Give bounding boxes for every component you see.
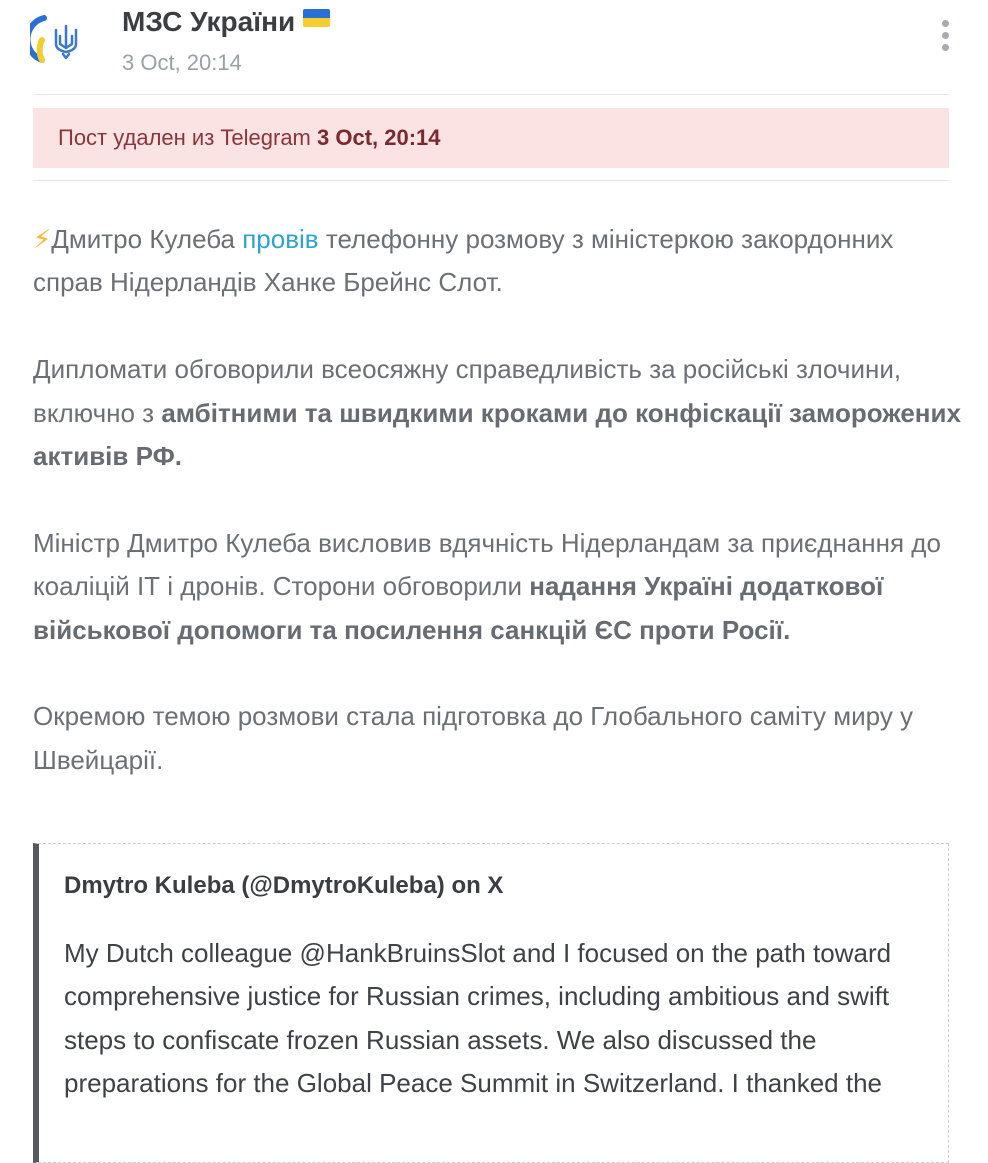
post-link[interactable]: провів xyxy=(242,224,319,254)
post-header xyxy=(0,0,988,95)
deleted-notice-date: 3 Oct, 20:14 xyxy=(317,125,441,150)
post-date: 3 Oct, 20:14 xyxy=(122,50,242,75)
paragraph-4: Окремою темою розмови стала підготовка до Глобального саміту миру у Швейцарії. xyxy=(33,701,914,775)
channel-avatar[interactable] xyxy=(30,14,82,64)
deleted-notice xyxy=(33,108,949,168)
lightning-emoji: ⚡ xyxy=(33,224,52,254)
trident-logo xyxy=(30,14,82,64)
embed-text: My Dutch colleague @HankBruinsSlot and I focused on the path toward comprehensive justice for Russian crimes, including ambitious and swift steps to confiscate frozen Russian assets. We also discussed the preparations for the Global Peace Summit in Switzerland. I thanked the xyxy=(64,938,892,1099)
paragraph-2: Дипломати обговорили всеосяжну справедливість за російські злочини, включно з амбітними та швидкими кроками до конфіскації заморожених активів РФ. xyxy=(33,354,961,472)
divider xyxy=(33,180,949,181)
divider xyxy=(33,94,949,95)
embed-title[interactable]: Dmytro Kuleba (@DmytroKuleba) on X xyxy=(64,872,504,899)
ukraine-flag-icon xyxy=(303,9,330,27)
post-body xyxy=(33,218,963,826)
paragraph-3: Міністр Дмитро Кулеба висловив вдячність Нідерландам за приєднання до коаліцій ІТ і дронів. Сторони обговорили надання Україні додаткової військової допомоги та посилення санкцій ЄС проти Росії. xyxy=(33,527,941,645)
deleted-notice-text: Пост удален из Telegram xyxy=(58,125,311,150)
channel-name-text: МЗС України xyxy=(122,6,296,37)
embedded-tweet[interactable] xyxy=(33,843,949,1163)
channel-name[interactable] xyxy=(122,6,330,38)
paragraph-1: ⚡Дмитро Кулеба провів телефонну розмову з міністеркою закордонних справ Нідерландів Ханке Брейнс Слот. xyxy=(33,224,894,298)
more-options-button[interactable] xyxy=(934,20,956,56)
vertical-dots-icon xyxy=(942,20,949,27)
